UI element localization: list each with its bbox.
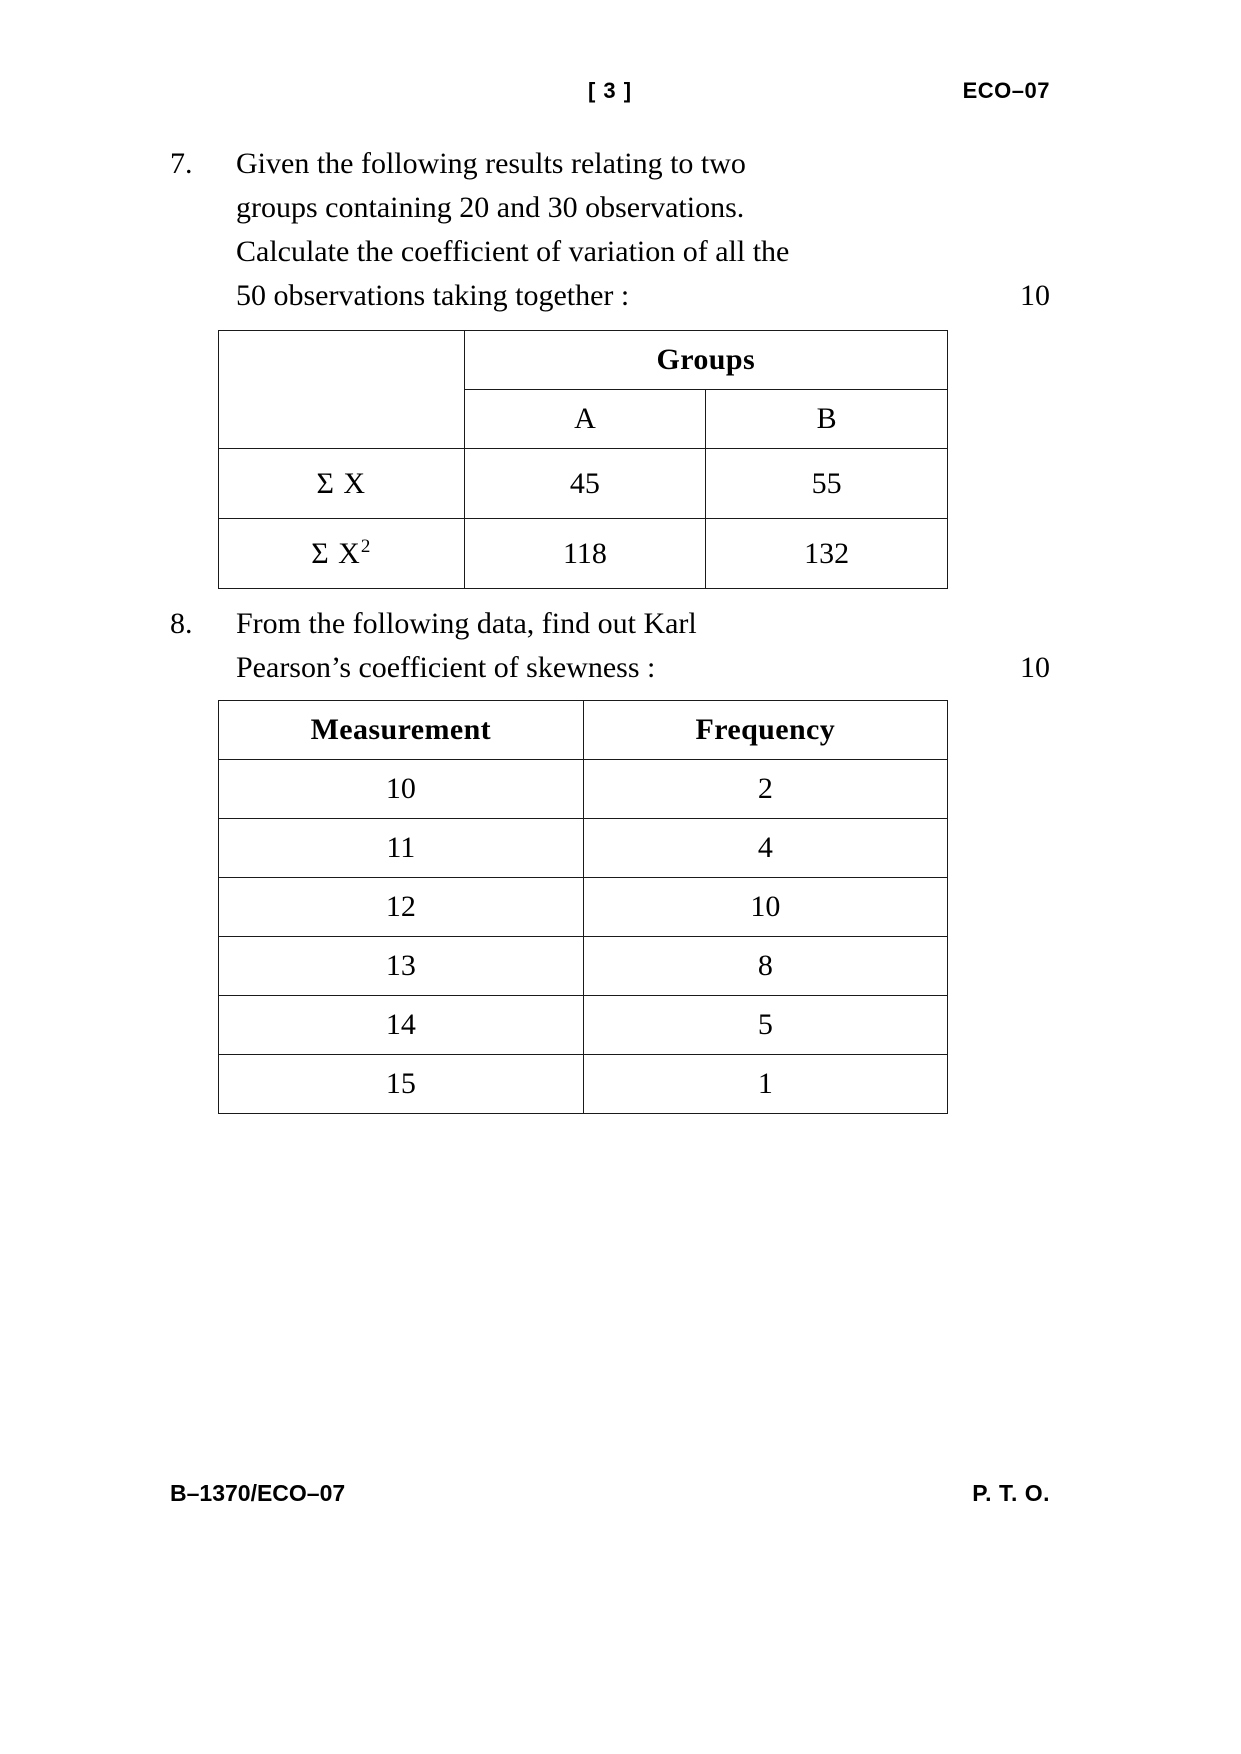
question-8-line-1: From the following data, find out Karl <box>236 607 697 640</box>
table-row <box>219 996 948 1055</box>
cell-frequency: 10 <box>583 878 947 937</box>
question-7-line-2: groups containing 20 and 30 observations. <box>236 191 745 224</box>
frequency-table <box>218 700 948 1114</box>
cell-measurement: 12 <box>219 878 584 937</box>
cell-frequency: 2 <box>583 760 947 819</box>
cell-sigma-x-b: 55 <box>706 449 948 519</box>
question-7-marks: 10 <box>1020 279 1050 312</box>
question-7-line-4 <box>236 274 1050 318</box>
paper-code: ECO–07 <box>962 78 1050 103</box>
sigma-x-squared-label: Σ $X^2$ <box>311 535 372 570</box>
row-label-sigma-x <box>219 449 465 519</box>
table-row <box>219 937 948 996</box>
table-header-row <box>219 701 948 760</box>
cell-frequency: 1 <box>583 1055 947 1114</box>
group-column-a: A <box>464 390 706 449</box>
cell-measurement: 11 <box>219 819 584 878</box>
question-8-marks: 10 <box>1020 651 1050 684</box>
document-code: B–1370/ECO–07 <box>170 1480 346 1506</box>
group-column-b: B <box>706 390 948 449</box>
question-8-line-2-text: Pearson’s coefficient of skewness : <box>236 651 656 684</box>
sigma-x-label: Σ X <box>316 466 367 500</box>
cell-measurement: 15 <box>219 1055 584 1114</box>
question-8-body <box>236 602 1050 690</box>
turn-over-label: P. T. O. <box>972 1480 1050 1506</box>
cell-frequency: 8 <box>583 937 947 996</box>
cell-measurement: 10 <box>219 760 584 819</box>
frequency-table-body <box>219 760 948 1114</box>
page-header <box>170 78 1050 114</box>
cell-measurement: 13 <box>219 937 584 996</box>
cell-measurement: 14 <box>219 996 584 1055</box>
table-row <box>219 1055 948 1114</box>
question-8-line-2 <box>236 646 1050 690</box>
question-7-line-3: Calculate the coefficient of variation of all the <box>236 235 790 268</box>
table-row <box>219 519 948 589</box>
cell-frequency: 4 <box>583 819 947 878</box>
groups-header-cell: Groups <box>464 331 947 390</box>
header-measurement: Measurement <box>219 701 584 760</box>
table-row-header-top <box>219 331 948 390</box>
cell-sigma-x-a: 45 <box>464 449 706 519</box>
question-7-line-4-text: 50 observations taking together : <box>236 279 630 312</box>
question-7-line-1: Given the following results relating to two <box>236 147 746 180</box>
groups-corner-cell <box>219 331 465 449</box>
row-label-sigma-x-squared <box>219 519 465 589</box>
question-8-number: 8. <box>170 607 193 640</box>
question-7-body <box>236 142 1050 318</box>
table-row <box>219 449 948 519</box>
page-number: [ 3 ] <box>587 78 633 103</box>
page-footer <box>170 1480 1050 1520</box>
question-7-number: 7. <box>170 147 193 180</box>
groups-table <box>218 330 948 589</box>
table-row <box>219 819 948 878</box>
cell-sigma-x-squared-a: 118 <box>464 519 706 589</box>
table-row <box>219 760 948 819</box>
cell-sigma-x-squared-b: 132 <box>706 519 948 589</box>
table-row <box>219 878 948 937</box>
cell-frequency: 5 <box>583 996 947 1055</box>
header-frequency: Frequency <box>583 701 947 760</box>
